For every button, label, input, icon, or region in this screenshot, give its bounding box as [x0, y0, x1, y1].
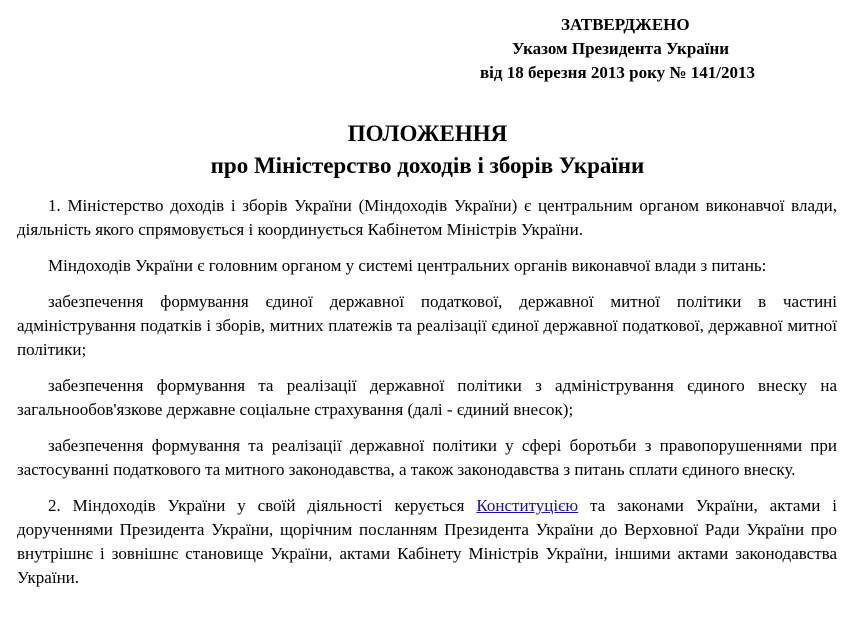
paragraph-6-start: 2. Міндоходів України у своїй діяльності керується [48, 496, 477, 515]
approval-line-date: від 18 березня 2013 року № 141/2013 [480, 63, 755, 82]
paragraph-1: 1. Міністерство доходів і зборів України (Міндоходів України) є центральним органом виконавчої влади, діяльність якого спрямовується і координується Кабінетом Міністрів України. [17, 196, 837, 239]
paragraph-4: забезпечення формування та реалізації державної політики з адміністрування єдиного внеску на загальнообов'язкове державне соціальне страхування (далі - єдиний внесок); [17, 376, 837, 419]
document-body [17, 194, 837, 602]
paragraph-5: забезпечення формування та реалізації державної політики у сфері боротьби з правопорушеннями при застосуванні податкового та митного законодавства, а також законодавства з питань сплати єдиного внеску. [17, 436, 837, 479]
paragraph-3: забезпечення формування єдиної державної податкової, державної митної політики в частині адміністрування податків і зборів, митних платежів та реалізації єдиної державної податкової, державної митної політики; [17, 292, 837, 359]
approval-line-approved: ЗАТВЕРДЖЕНО [561, 15, 690, 34]
paragraph-2: Міндоходів України є головним органом у системі центральних органів виконавчої влади з питань: [48, 256, 767, 275]
document-subtitle: про Міністерство доходів і зборів України [210, 153, 645, 178]
paragraph-6-end: та законами України, актами і дорученнями Президента України, щорічним посланням Президента України до Верховної Ради України про внутрішнє і зовнішнє становище України, актами Кабінету Міністрів України, іншими актами законодавства України. [17, 496, 837, 587]
approval-line-decree: Указом Президента України [512, 39, 730, 58]
document-title: ПОЛОЖЕННЯ [347, 121, 508, 146]
paragraph-6 [17, 494, 837, 590]
constitution-link[interactable]: Конституцією [476, 496, 579, 515]
